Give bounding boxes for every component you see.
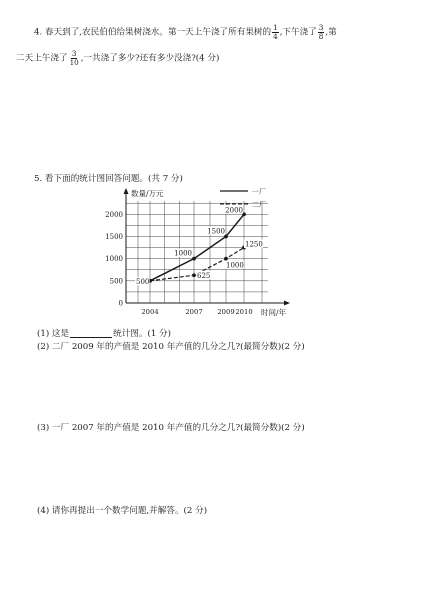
sub1-prefix: (1) 这是 (37, 329, 70, 339)
fraction-three-eighths: $\frac{3}{8}$ (318, 23, 324, 41)
question-5-sub2: (2) 二厂 2009 年的产值是 2010 年产值的几分之几?(最简分数)(2 分) (37, 342, 305, 352)
x-tick-label: 2004 (141, 308, 159, 316)
y-axis-arrow (124, 188, 129, 194)
answer-blank[interactable] (70, 328, 112, 338)
x-tick-label: 2009 (217, 308, 235, 316)
data-label: 2000 (225, 206, 243, 215)
q4-text-part1: 4. 春天到了,农民伯伯给果树浇水。第一天上午浇了所有果树的 (34, 27, 272, 38)
data-point (192, 273, 196, 277)
q4-text-part4: 二天上午浇了 (16, 53, 68, 64)
q4-text-part5: ,一共浇了多少?还有多少没浇?(4 分) (80, 53, 220, 64)
x-axis-title: 时间/年 (261, 308, 287, 317)
sub1-suffix: 统计图。(1 分) (113, 329, 171, 339)
data-label: 1000 (226, 261, 244, 270)
x-axis-arrow (284, 301, 290, 306)
y-tick-label: 1000 (105, 255, 123, 264)
y-tick-label: 0 (118, 299, 123, 308)
data-point (224, 257, 228, 261)
x-tick-label: 2010 (235, 308, 253, 316)
q4-text-part2: ,下午浇了 (279, 27, 317, 38)
question-5-sub4: (4) 请你再提出一个数学问题,并解答。(2 分) (37, 506, 208, 516)
fraction-one-quarter: $\frac{1}{4}$ (273, 23, 278, 41)
data-label: 1500 (207, 227, 225, 236)
question-5-title: 5. 看下面的统计图回答问题。(共 7 分) (34, 174, 183, 184)
fraction-three-tenths: $\frac{3}{10}$ (69, 49, 79, 67)
y-axis-title: 数量/万元 (131, 189, 164, 198)
question-5-sub1 (37, 328, 171, 339)
data-label: 1250 (245, 240, 263, 249)
y-tick-label: 2000 (105, 210, 123, 219)
data-point (192, 257, 196, 261)
question-4-line-1 (34, 24, 337, 40)
y-tick-label: 500 (109, 277, 123, 286)
line-chart (98, 186, 298, 322)
data-label: 625 (197, 271, 211, 280)
y-tick-label: 1500 (105, 232, 123, 241)
q4-text-part3: ,第 (325, 27, 337, 38)
data-label: 1000 (174, 249, 192, 258)
legend-label: 一厂 (252, 188, 266, 196)
question-5-sub3: (3) 一厂 2007 年的产值是 2010 年产值的几分之几?(最简分数)(2 分) (37, 423, 305, 433)
x-tick-label: 2007 (185, 308, 203, 316)
data-label: 500 (136, 277, 150, 286)
question-4-line-2 (16, 50, 219, 66)
legend-label: 二厂 (252, 201, 266, 209)
